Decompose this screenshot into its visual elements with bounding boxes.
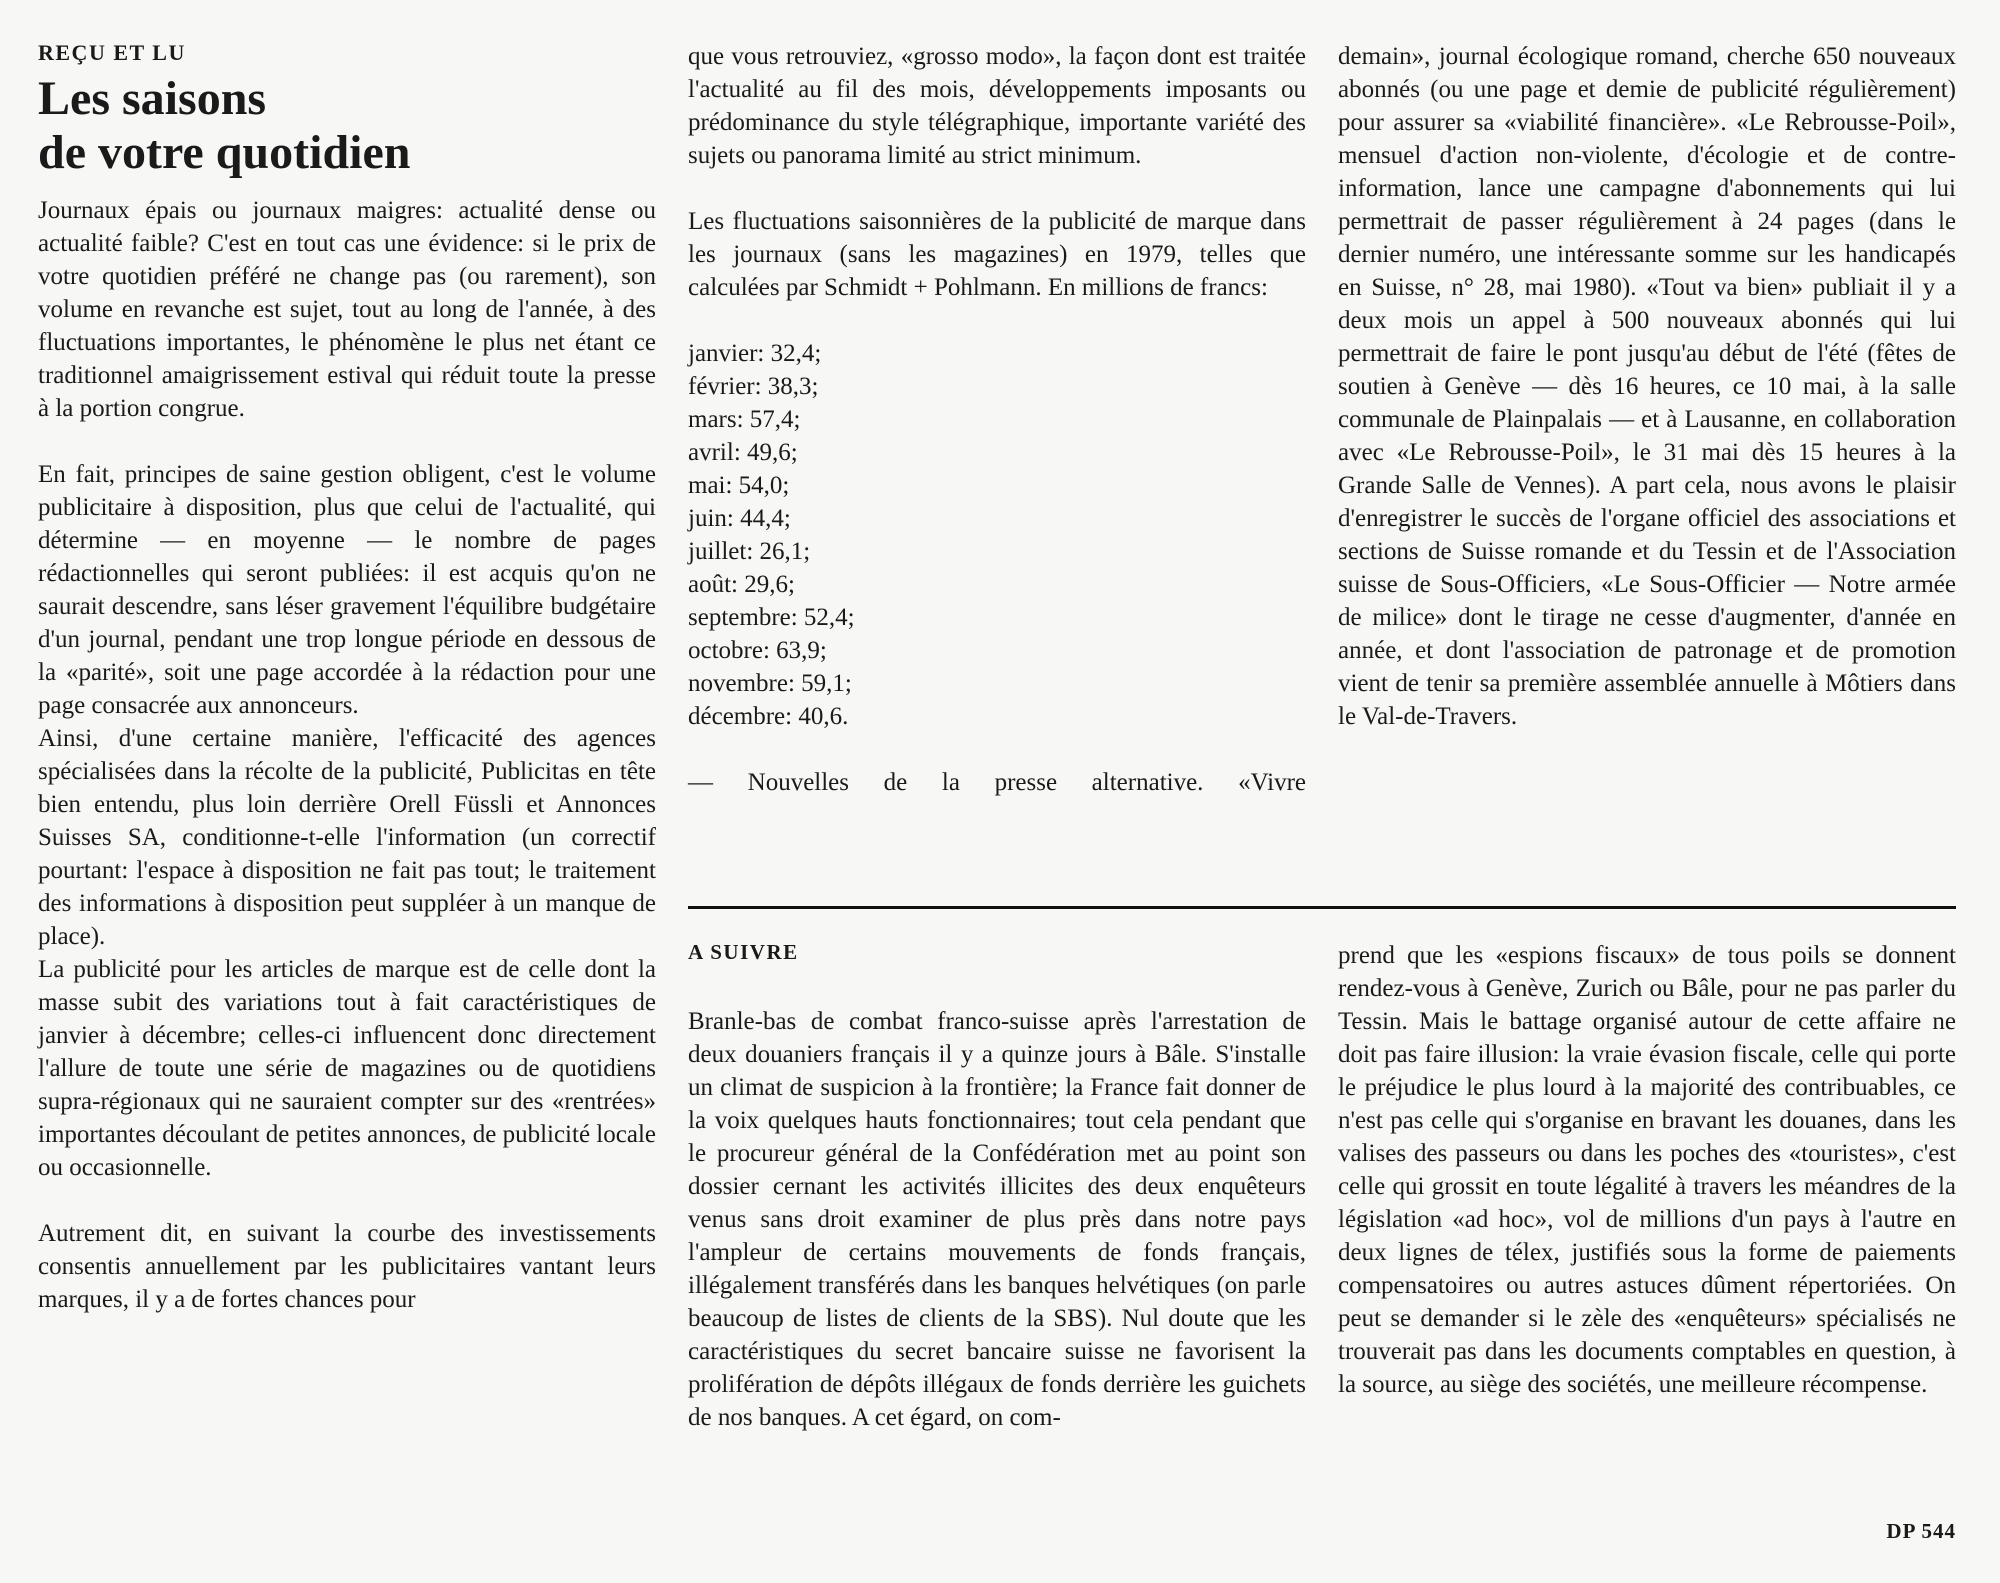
- paragraph: Journaux épais ou journaux maigres: actualité dense ou actualité faible? C'est en tout cas une évidence: si le prix de votre quotidien préféré ne change pas (ou rarement), son volume en revanche est sujet, tout au long de l'année, à des fluctuations importantes, le phénomène le plus net étant ce traditionnel amaigrissement estival qui réduit toute la presse à la portion congrue.: [38, 197, 656, 422]
- issue-code: DP 544: [1886, 1519, 1956, 1543]
- paragraph: que vous retrouviez, «grosso modo», la façon dont est traitée l'actualité au fil des mois, développements imposants ou prédominance du style télégraphique, importante variété des sujets ou panorama limité au strict minimum.: [688, 43, 1306, 169]
- list-item: août: 29,6;: [688, 571, 795, 598]
- section-kicker: REÇU ET LU: [38, 40, 186, 65]
- column-2-bottom: [688, 937, 1306, 1434]
- section-divider: [688, 906, 1956, 909]
- list-item: avril: 49,6;: [688, 439, 798, 466]
- headline-line-1: Les saisons: [38, 72, 267, 125]
- paragraph: demain», journal écologique romand, cherche 650 nouveaux abonnés (ou une page et demie de publicité régulièrement) pour assurer sa «viabilité financière». «Le Rebrousse-Poil», mensuel d'action non-violente, d'écologie et de contre-information, lance une campagne d'abonnements qui lui permettrait de passer régulièrement à 24 pages (dans le dernier numéro, une intéressante somme sur les handicapés en Suisse, n° 28, mai 1980). «Tout va bien» publiait il y a deux mois un appel à 500 nouveaux abonnés qui lui permettrait de faire le pont jusqu'au début de l'été (fêtes de soutien à Genève — dès 16 heures, ce 10 mai, à la salle communale de Plainpalais — et à Lausanne, en collaboration avec «Le Rebrousse-Poil», le 31 mai dès 15 heures à la Grande Salle de Vennes). A part cela, nous avons le plaisir d'enregistrer le succès de l'organe officiel des associations et sections de Suisse romande et du Tessin et de l'Association suisse de Sous-Officiers, «Le Sous-Officier — Notre armée de milice» dont le tirage ne cesse d'augmenter, d'année en année, et dont l'association de patronage et de promotion vient de tenir sa première assemblée annuelle à Môtiers dans le Val-de-Travers.: [1338, 43, 1956, 730]
- monthly-advertising-list: [688, 337, 1306, 733]
- column-1: [38, 40, 656, 1316]
- list-item: décembre: 40,6.: [688, 703, 849, 730]
- column-3-top: [1338, 40, 1956, 733]
- paragraph: Ainsi, d'une certaine manière, l'efficacité des agences spécialisées dans la récolte de la publicité, Publicitas en tête bien entendu, plus loin derrière Orell Füssli et Annonces Suisses SA, conditionne-t-elle l'information (un correctif pourtant: l'espace à disposition ne fait pas tout; le traitement des informations à disposition peut suppléer à un manque de place).: [38, 725, 656, 950]
- headline-line-2: de votre quotidien: [38, 126, 411, 179]
- article-headline: [38, 72, 656, 180]
- paragraph: prend que les «espions fiscaux» de tous poils se donnent rendez-vous à Genève, Zurich ou Bâle, pour ne pas parler du Tessin. Mais le battage organisé autour de cette affaire ne doit pas faire illusion: la vraie évasion fiscale, celle qui porte le préjudice le plus lourd à la majorité des contribuables, ce n'est pas celle qui s'organise en bravant les douanes, dans les valises des passeurs ou dans les poches des «touristes», c'est celle qui grossit en toute légalité à travers les méandres de la législation «ad hoc», vol de millions d'un pays à l'autre en deux lignes de télex, justifiés sous la forme de paiements compensatoires ou autres astuces dûment répertoriées. On peut se demander si le zèle des «enquêteurs» spécialisés ne trouverait pas dans les documents comptables en question, à la source, au siège des sociétés, une meilleure récompense.: [1338, 942, 1956, 1398]
- column-2-top: [688, 40, 1306, 799]
- paragraph: — Nouvelles de la presse alternative. «Vivre: [688, 769, 1306, 796]
- list-item: mars: 57,4;: [688, 406, 801, 433]
- paragraph: La publicité pour les articles de marque est de celle dont la masse subit des variations tout à fait caractéristiques de janvier à décembre; celles-ci influencent donc directement l'allure de toute une série de magazines ou de quotidiens supra-régionaux qui ne sauraient compter sur des «rentrées» importantes découlant de petites annonces, de publicité locale ou occasionnelle.: [38, 956, 656, 1181]
- list-item: janvier: 32,4;: [688, 340, 822, 367]
- list-item: octobre: 63,9;: [688, 637, 827, 664]
- paragraph: Les fluctuations saisonnières de la publicité de marque dans les journaux (sans les magazines) en 1979, telles que calculées par Schmidt + Pohlmann. En millions de francs:: [688, 208, 1306, 301]
- list-item: novembre: 59,1;: [688, 670, 852, 697]
- paragraph: Branle-bas de combat franco-suisse après l'arrestation de deux douaniers français il y a quinze jours à Bâle. S'installe un climat de suspicion à la frontière; la France fait donner de la voix quelques hauts fonctionnaires; tout cela pendant que le procureur général de la Confédération met au point son dossier cernant les activités illicites des deux enquêteurs venus sans droit examiner de plus près dans notre pays l'ampleur de certains mouvements de fonds français, illégalement transférés dans les banques helvétiques (on parle beaucoup de listes de clients de la SBS). Nul doute que les caractéristiques du secret bancaire suisse ne favorisent la prolifération de dépôts illégaux de fonds derrière les guichets de nos banques. A cet égard, on com-: [688, 1008, 1306, 1431]
- list-item: mai: 54,0;: [688, 472, 790, 499]
- list-item: septembre: 52,4;: [688, 604, 855, 631]
- section-label: A SUIVRE: [688, 940, 799, 964]
- paragraph: Autrement dit, en suivant la courbe des investissements consentis annuellement par les publicitaires vantant leurs marques, il y a de fortes chances pour: [38, 1220, 656, 1313]
- list-item: juin: 44,4;: [688, 505, 791, 532]
- paragraph: En fait, principes de saine gestion obligent, c'est le volume publicitaire à disposition, plus que celui de l'actualité, qui détermine — en moyenne — le nombre de pages rédactionnelles qui seront publiées: il est acquis qu'on ne saurait descendre, sans léser gravement l'équilibre budgétaire d'un journal, pendant une trop longue période en dessous de la «parité», soit une page accordée à la rédaction pour une page consacrée aux annonceurs.: [38, 461, 656, 719]
- column-3-bottom: [1338, 939, 1956, 1401]
- list-item: février: 38,3;: [688, 373, 819, 400]
- list-item: juillet: 26,1;: [688, 538, 811, 565]
